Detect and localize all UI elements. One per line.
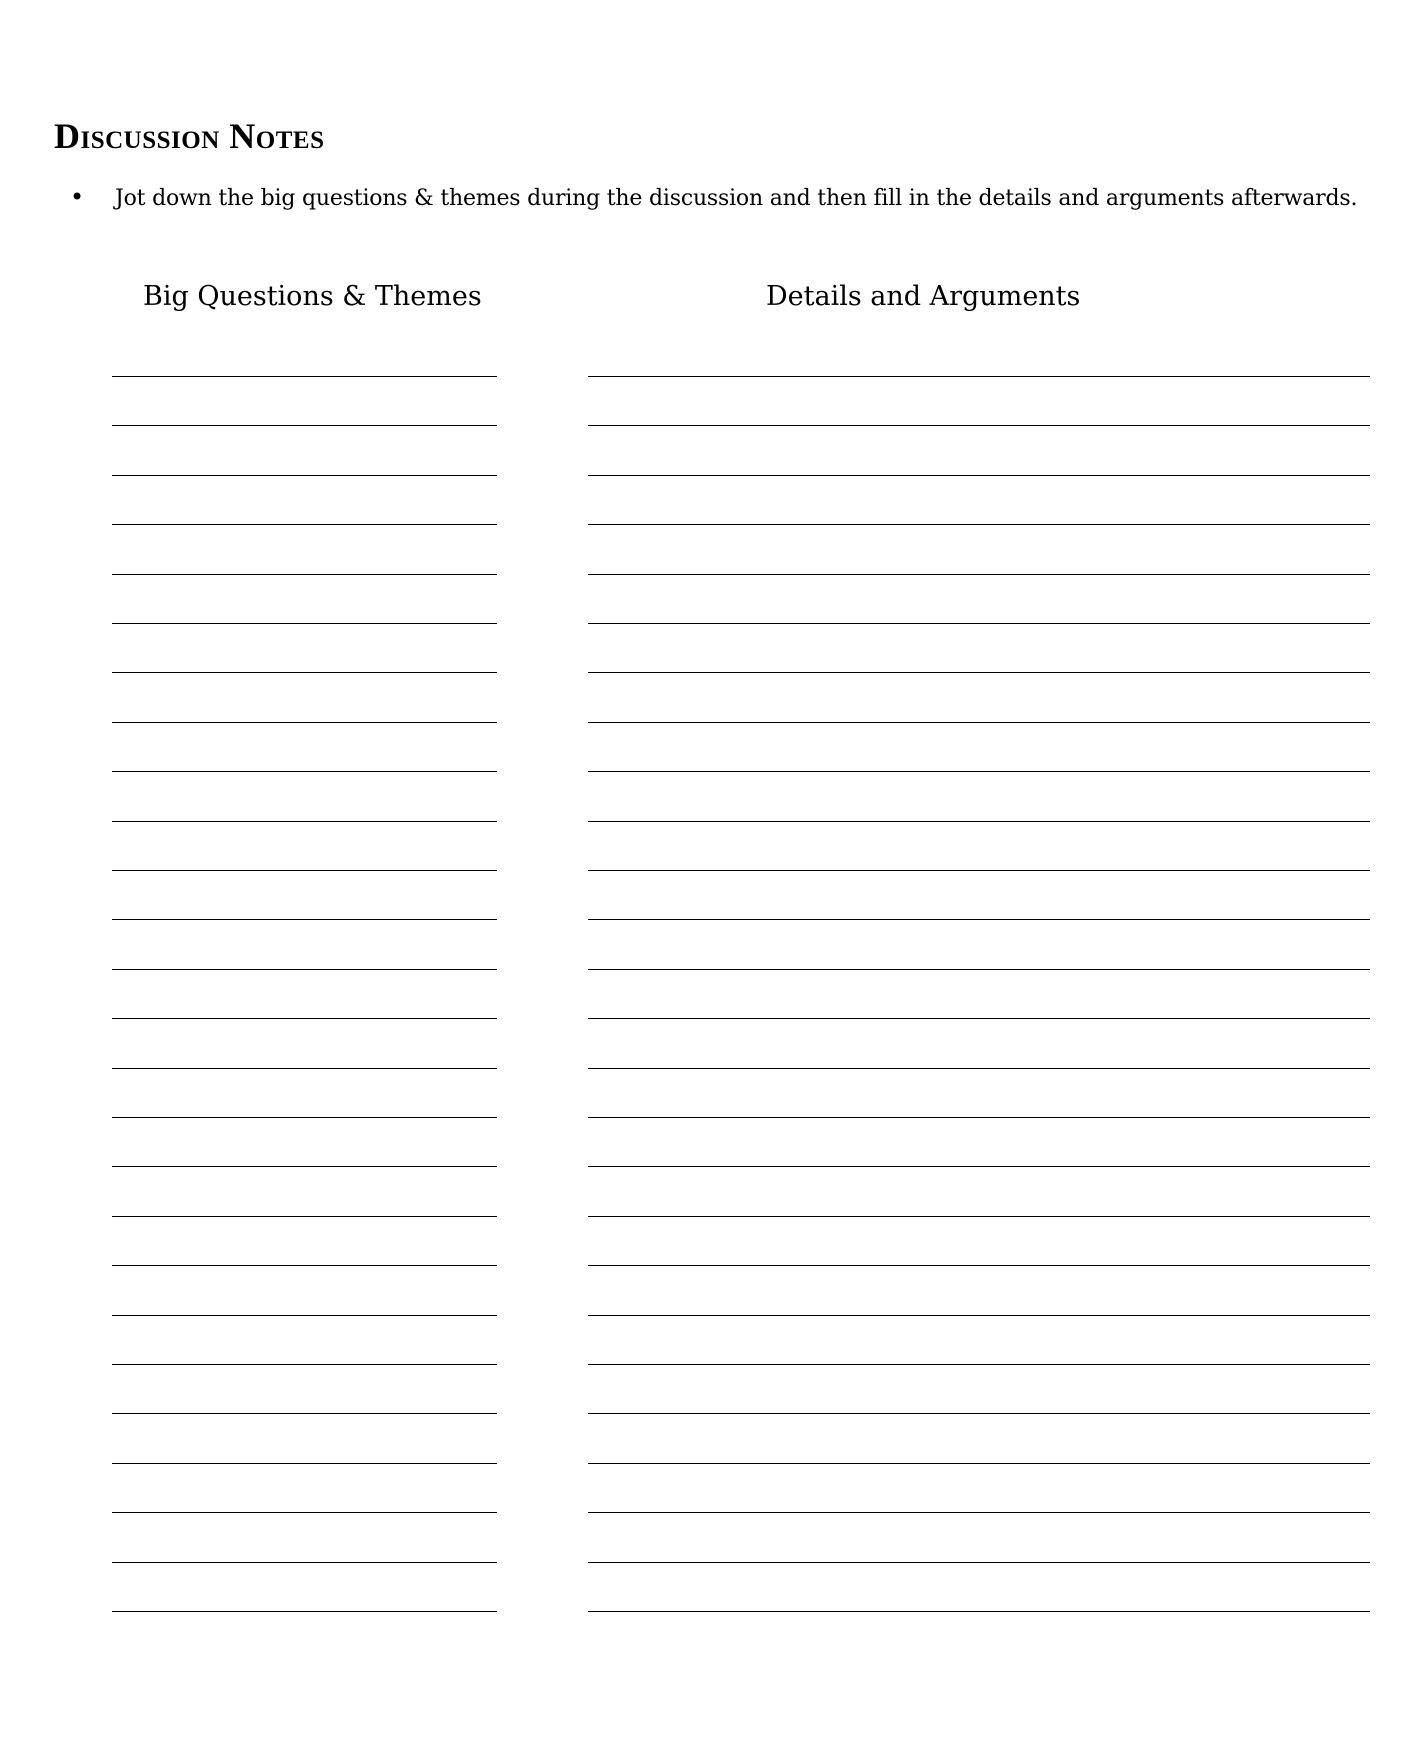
right-writing-line xyxy=(588,672,1370,673)
left-writing-line xyxy=(112,1512,497,1513)
left-writing-line xyxy=(112,1611,497,1612)
right-writing-line xyxy=(588,524,1370,525)
left-writing-line xyxy=(112,672,497,673)
right-writing-line xyxy=(588,1512,1370,1513)
right-writing-line xyxy=(588,1117,1370,1118)
left-writing-line xyxy=(112,919,497,920)
right-writing-line xyxy=(588,1216,1370,1217)
right-writing-line xyxy=(588,1364,1370,1365)
right-writing-line xyxy=(588,574,1370,575)
left-writing-line xyxy=(112,1463,497,1464)
right-writing-line xyxy=(588,1018,1370,1019)
right-writing-line xyxy=(588,870,1370,871)
left-writing-line xyxy=(112,1315,497,1316)
right-writing-line xyxy=(588,821,1370,822)
left-writing-line xyxy=(112,623,497,624)
big-questions-heading: Big Questions & Themes xyxy=(143,281,482,312)
left-writing-line xyxy=(112,1117,497,1118)
left-writing-line xyxy=(112,722,497,723)
left-writing-line xyxy=(112,1068,497,1069)
left-writing-line xyxy=(112,1364,497,1365)
left-writing-line xyxy=(112,969,497,970)
right-writing-line xyxy=(588,425,1370,426)
left-writing-line xyxy=(112,1562,497,1563)
right-writing-line xyxy=(588,722,1370,723)
right-writing-line xyxy=(588,919,1370,920)
page-title: Discussion Notes xyxy=(54,116,325,156)
left-writing-line xyxy=(112,1413,497,1414)
left-writing-line xyxy=(112,1265,497,1266)
left-writing-line xyxy=(112,1018,497,1019)
left-writing-line xyxy=(112,574,497,575)
bullet-icon: • xyxy=(70,183,84,211)
right-writing-line xyxy=(588,1068,1370,1069)
right-writing-line xyxy=(588,1611,1370,1612)
right-writing-line xyxy=(588,969,1370,970)
right-writing-line xyxy=(588,1166,1370,1167)
left-writing-line xyxy=(112,771,497,772)
right-writing-line xyxy=(588,1463,1370,1464)
right-writing-line xyxy=(588,1265,1370,1266)
left-writing-line xyxy=(112,821,497,822)
left-writing-line xyxy=(112,475,497,476)
instruction-item xyxy=(70,182,1357,214)
right-writing-line xyxy=(588,376,1370,377)
left-writing-line xyxy=(112,425,497,426)
right-writing-line xyxy=(588,1315,1370,1316)
details-heading: Details and Arguments xyxy=(766,281,1081,312)
right-writing-line xyxy=(588,771,1370,772)
instruction-text: Jot down the big questions & themes during the discussion and then fill in the details and arguments afterwards. xyxy=(115,186,1358,211)
left-writing-line xyxy=(112,870,497,871)
right-writing-line xyxy=(588,1413,1370,1414)
right-writing-line xyxy=(588,475,1370,476)
left-writing-line xyxy=(112,376,497,377)
left-writing-line xyxy=(112,1166,497,1167)
left-writing-line xyxy=(112,524,497,525)
right-writing-line xyxy=(588,1562,1370,1563)
left-writing-line xyxy=(112,1216,497,1217)
right-writing-line xyxy=(588,623,1370,624)
